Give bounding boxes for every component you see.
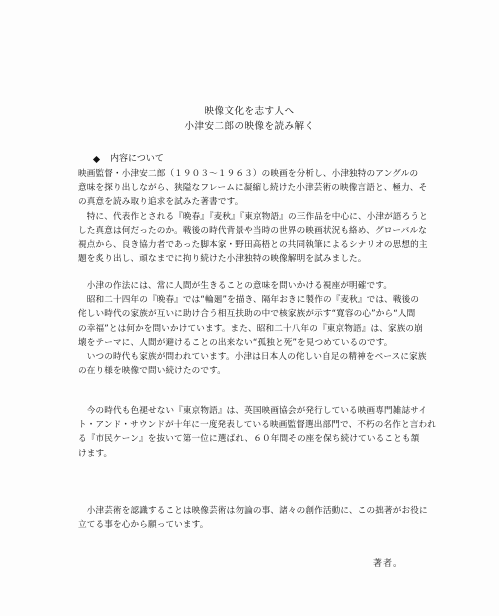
- author-signature: 著者。: [373, 559, 404, 569]
- paragraph-3: [78, 404, 438, 461]
- title-line-2: 小津安二郎の映像を読み解く: [184, 121, 315, 132]
- text-line: ト・アンド・サウンドが十年に一度発表している映画監督選出部門で、不朽の名作と言われ: [78, 420, 436, 431]
- text-line: 小津の作法には、常に人間が生きることの意味を問いかける視座が明確です。: [78, 281, 393, 291]
- paragraph-1: [78, 167, 438, 266]
- paragraph-4: [78, 504, 438, 532]
- text-line: 立てる事を心から願っています。: [78, 520, 209, 531]
- text-line: 昭和二十四年の『晩春』では“輪廻”を描き、隔年おきに製作の『麦秋』では、戦後の: [78, 295, 420, 306]
- text-line: 視点から、良き協力者であった脚本家・野田高梧との共同執筆によるシナリオの思想的主: [78, 240, 428, 251]
- text-line: いつの時代も家族が問われています。小津は日本人の侘しい自足の精神をベースに家族: [78, 352, 427, 363]
- text-line: けます。: [78, 448, 113, 459]
- text-line: した真意は何だったのか。戦後の時代背景や当時の世界の映画状況も絡め、グローバルな: [78, 225, 427, 236]
- text-line: 壊をテーマに、人間が避けることの出来ない“孤独と死”を見つめているのです。: [78, 337, 393, 348]
- document-title: [0, 104, 499, 134]
- paragraph-2: [78, 279, 438, 378]
- text-line: 意味を探り出しながら、狭隘なフレームに凝縮し続けた小津芸術の映像言語と、極力、そ: [78, 183, 428, 194]
- text-line: る『市民ケーン』を抜いて第一位に選ばれ、６０年間その座を保ち続けていることも頷: [78, 434, 420, 445]
- section-header-label: 内容について: [110, 154, 164, 164]
- text-line: 侘しい時代の家族が互いに助け合う相互扶助の中で核家族が示す“寛容の心”から“人間: [78, 309, 416, 320]
- text-line: の真意を読み取り追求を試みた著書です。: [78, 197, 244, 208]
- text-line: 映画監督・小津安二郎（１９０３〜１９６３）の映画を分析し、小津独特のアングルの: [78, 169, 419, 179]
- text-line: の在り様を映像で問い続けたのです。: [78, 366, 226, 377]
- title-line-1: 映像文化を志す人へ: [204, 106, 295, 117]
- text-line: 題を炙り出し、頑なまでに拘り続けた小津独特の映像解明を試みました。: [78, 254, 367, 265]
- text-line: の幸福”とは何かを問いかけています。また、昭和二十八年の『東京物語』は、家族の崩: [78, 323, 423, 334]
- text-line: 特に、代表作とされる『晩春』『麦秋』『東京物語』の三作品を中心に、小津が語ろうと: [78, 211, 428, 222]
- text-line: 小津芸術を認識することは映像芸術は勿論の事、諸々の創作活動に、この拙著がお役に: [78, 506, 428, 516]
- section-header: [93, 152, 164, 166]
- text-line: 今の時代も色褪せない『東京物語』は、英国映画協会が発行している映画専門雑誌サイ: [78, 406, 428, 416]
- diamond-icon: [93, 156, 100, 163]
